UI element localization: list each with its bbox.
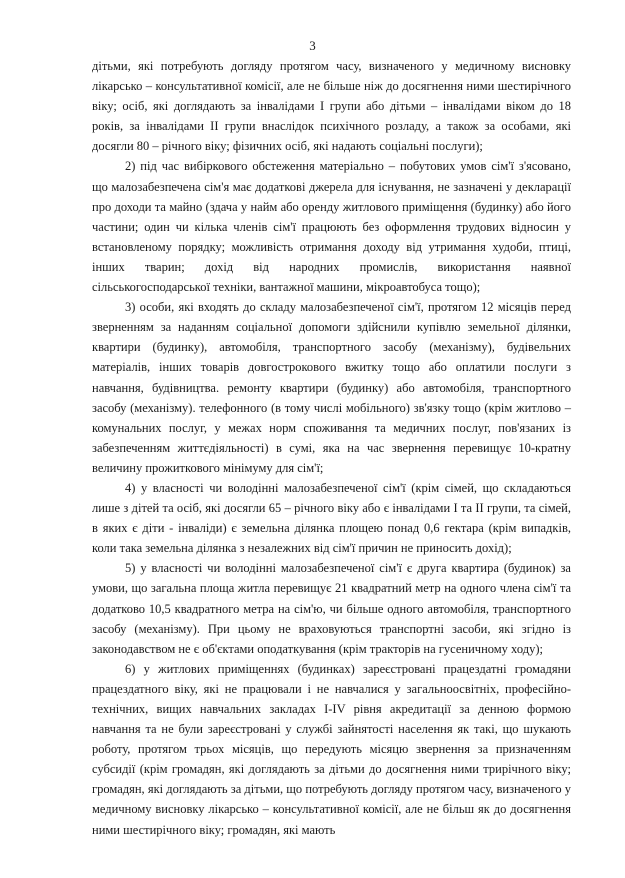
paragraph-item-5: 5) у власності чи володінні малозабезпеченої сім'ї є друга квартира (будинок) за умови, що загальна площа житла перевищує 21 квадратний метр на одного члена сім'ї та додатково 10,5 квадратного метра на сім'ю, чи більше одного автомобіля, транспортного засобу (механізму). При цьому не враховуються транспортні засоби, які згідно із законодавством не є об'єктами оподаткування (крім тракторів на гусеничному ходу); <box>92 561 571 656</box>
paragraph-continuation: дітьми, які потребують догляду протягом часу, визначеного у медичному висновку лікарсько – консультативної комісії, але не більше ніж до досягнення ними шестирічного віку; осіб, які доглядають за інвалідами І групи або дітьми – інвалідами віком до 18 років, за інвалідами ІІ групи внаслідок психічного розладу, а також за особами, які досягли 80 – річного віку; фізичних осіб, які надають соціальні послуги); <box>92 59 571 154</box>
paragraph-item-2: 2) під час вибіркового обстеження матеріально – побутових умов сім'ї з'ясовано, що малозабезпечена сім'я має додаткові джерела для існування, не зазначені у декларації про доходи та майно (здача у найм або оренду житлового приміщення (будинку) або його частини; один чи кілька членів сім'ї працюють без оформлення трудових відносин у встановленому порядку; можливість отримання доходу від утримання худоби, птиці, інших тварин; дохід від народних промислів, використання наявної сільськогосподарської техніки, вантажної машини, мікроавтобуса тощо); <box>92 159 571 295</box>
paragraph-item-4: 4) у власності чи володінні малозабезпеченої сім'ї (крім сімей, що складаються лише з дітей та осіб, які досягли 65 – річного віку або є інвалідами І та ІІ групи, та сімей, в яких є діти - інваліди) є земельна ділянка площею понад 0,6 гектара (крім випадків, коли така земельна ділянка з незалежних від сім'ї причин не приносить дохід); <box>92 480 571 556</box>
document-body <box>92 56 571 840</box>
paragraph-item-3: 3) особи, які входять до складу малозабезпеченої сім'ї, протягом 12 місяців перед зверненням за наданням соціальної допомоги здійснили купівлю земельної ділянки, квартири (будинку), автомобіля, транспортного засобу (механізму), будівельних матеріалів, інших товарів довгострокового вжитку тощо або оплатили послуги з навчання, будівництва. ремонту квартири (будинку) або автомобіля, транспортного засобу (механізму). телефонного (в тому числі мобільного) зв'язку тощо (крім житлово – комунальних послуг, у межах норм споживання та медичних послуг, пов'язаних із забезпеченням життєдіяльності) в сумі, яка на час звернення перевищує 10-кратну величину прожиткового мінімуму для сім'ї; <box>92 300 571 475</box>
paragraph-item-6: 6) у житлових приміщеннях (будинках) зареєстровані працездатні громадяни працездатного віку, які не працювали і не навчалися у загальноосвітніх, професійно-технічних, вищих навчальних закладах І-ІV рівня акредитації за денною формою навчання та не були зареєстровані у службі зайнятості населення як такі, що шукають роботу, протягом трьох місяців, що передують місяцю звернення за призначенням субсидії (крім громадян, які доглядають за дітьми до досягнення ними трирічного віку; громадян, які доглядають за дітьми, що потребують догляду протягом часу, визначеного у медичному висновку лікарсько – консультативної комісії, але не більш як до досягнення ними шестирічного віку; громадян, які мають <box>92 661 571 837</box>
page-number: 3 <box>309 38 316 53</box>
